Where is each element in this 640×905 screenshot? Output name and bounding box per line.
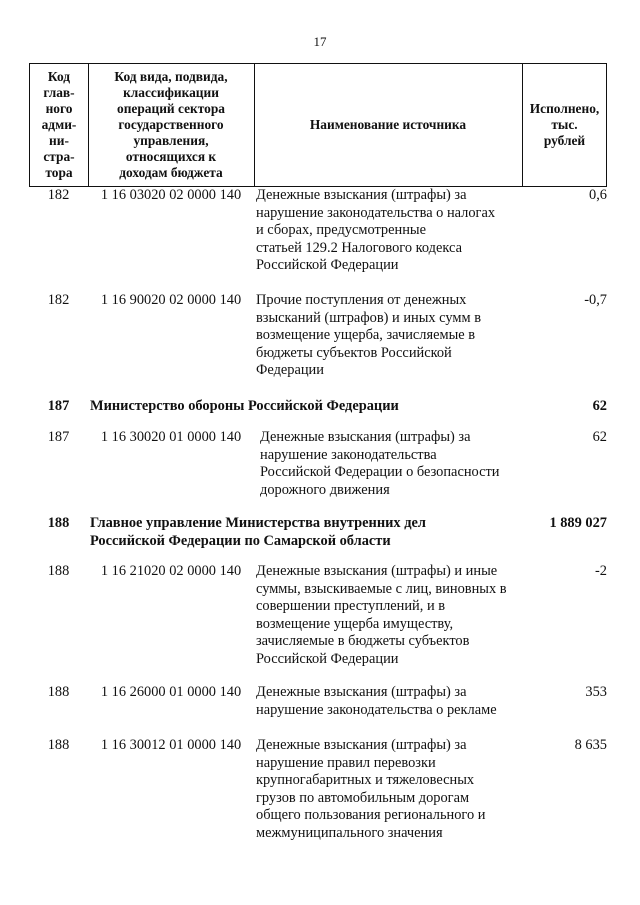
admin-code: 188 (47, 515, 70, 531)
header-amount-label: Исполнено, тыс. рублей (529, 101, 600, 148)
amount: -0,7 (584, 292, 607, 308)
kbk-code: 1 16 21020 02 0000 140 (100, 563, 242, 579)
amount: 62 (592, 429, 607, 445)
source-name: Прочие поступления от денежных взысканий (штрафов) и иных сумм в возмещение ущерба, зачисляемые в бюджеты субъектов Российской Федерации (256, 292, 481, 379)
source-name: Денежные взыскания (штрафы) за нарушение законодательства о рекламе (256, 684, 497, 718)
group-total: 62 (592, 398, 607, 414)
source-name: Денежные взыскания (штрафы) за нарушение законодательства о налогах и сборах, предусмотренные статьей 129.2 Налогового кодекса Российской Федерации (256, 187, 496, 274)
header-kbk-label: Код вида, подвида, классификации операций сектора государственного управления, относящихся к доходам бюджета (114, 69, 228, 180)
admin-code: 182 (47, 292, 70, 308)
table-header (29, 63, 607, 187)
source-name: Денежные взыскания (штрафы) и иные суммы, взыскиваемые с лиц, виновных в совершении преступлений, и в возмещение ущерба имуществу, зачисляемые в бюджеты субъектов Российской Федерации (256, 563, 507, 667)
admin-code: 188 (47, 563, 70, 579)
header-name-label: Наименование источника (309, 117, 467, 132)
group-total: 1 889 027 (549, 515, 607, 531)
admin-code: 188 (47, 737, 70, 753)
header-name (254, 64, 522, 186)
kbk-code: 1 16 03020 02 0000 140 (100, 187, 242, 203)
admin-code: 182 (47, 187, 70, 203)
amount: 0,6 (589, 187, 607, 203)
header-admin-code (30, 64, 88, 186)
amount: -2 (595, 563, 607, 579)
header-admin-code-label: Код глав- ного адми- ни- стра- тора (41, 69, 77, 180)
source-name: Денежные взыскания (штрафы) за нарушение законодательства Российской Федерации о безопасности дорожного движения (260, 429, 500, 498)
kbk-code: 1 16 26000 01 0000 140 (100, 684, 242, 700)
amount: 353 (585, 684, 607, 700)
admin-code: 188 (47, 684, 70, 700)
administrator-name: Министерство обороны Российской Федерации (90, 398, 399, 414)
source-name: Денежные взыскания (штрафы) за нарушение правил перевозки крупногабаритных и тяжеловесных грузов по автомобильным дорогам общего пользования регионального и межмуниципального значения (256, 737, 486, 841)
kbk-code: 1 16 30020 01 0000 140 (100, 429, 242, 445)
admin-code: 187 (47, 429, 70, 445)
admin-code: 187 (47, 398, 70, 414)
amount: 8 635 (574, 737, 607, 753)
administrator-name: Главное управление Министерства внутренних дел Российской Федерации по Самарской области (90, 515, 426, 549)
kbk-code: 1 16 90020 02 0000 140 (100, 292, 242, 308)
header-amount (522, 64, 607, 186)
header-kbk (88, 64, 254, 186)
kbk-code: 1 16 30012 01 0000 140 (100, 737, 242, 753)
page-number: 17 (313, 34, 327, 49)
